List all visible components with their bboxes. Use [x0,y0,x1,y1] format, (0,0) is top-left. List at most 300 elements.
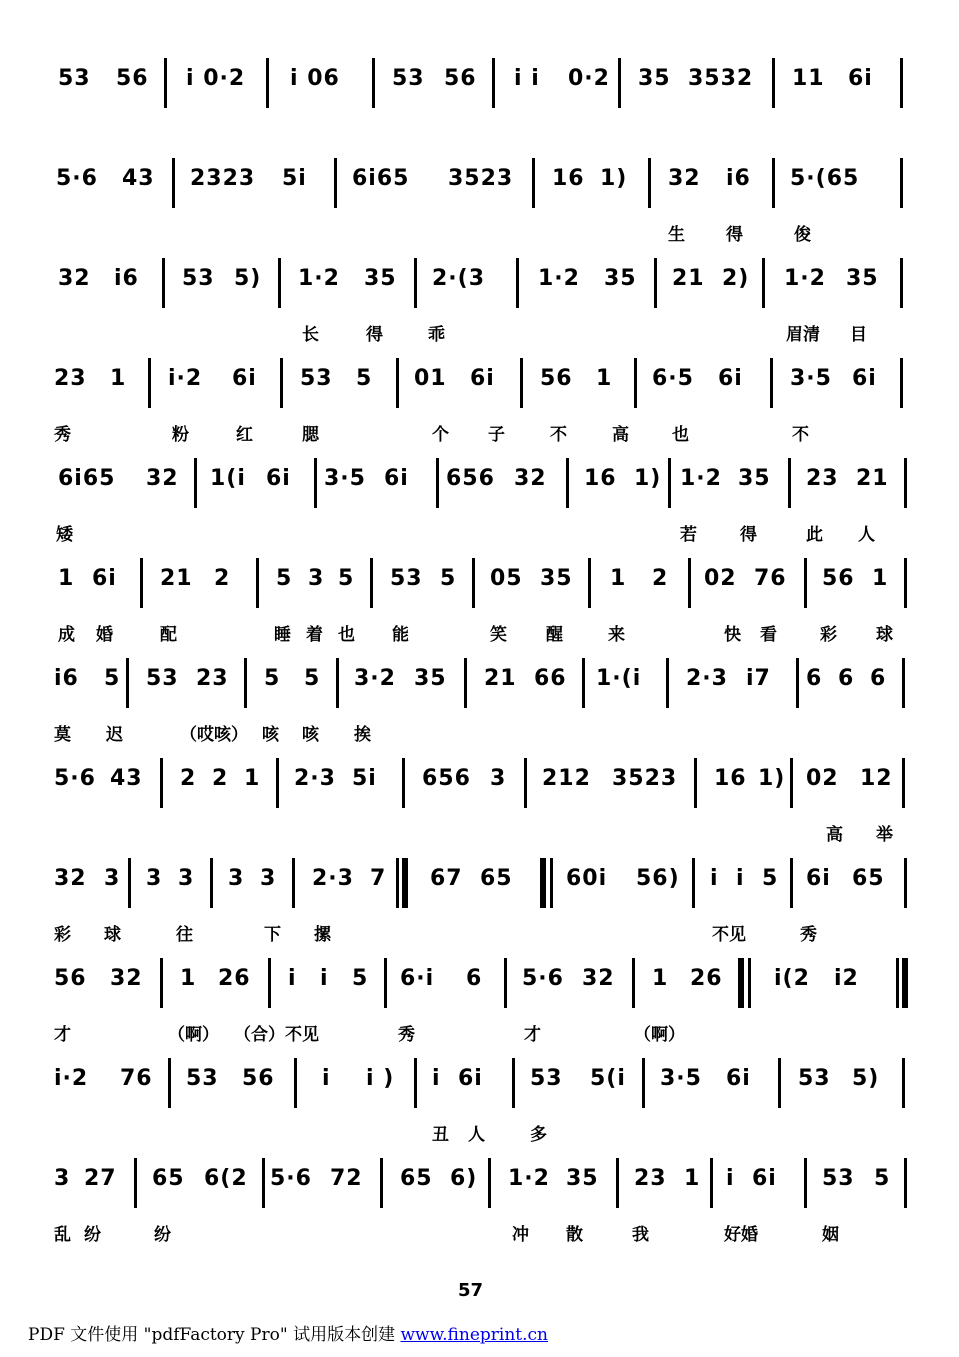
note-group: 5 [264,666,281,691]
note-group: 21 [672,266,705,291]
note-group: 43 [110,766,143,791]
note-group: i7 [746,666,771,691]
lyric: 彩 [54,925,71,945]
note-group: 6(2 [204,1166,248,1191]
lyric: 高 [612,425,629,445]
barline [464,658,467,708]
lyric: 也 [672,425,689,445]
note-group: 16 [584,466,617,491]
page-number: 57 [458,1280,484,1301]
note-group: 5i [282,166,307,191]
note-group: 2·3 [312,866,354,891]
barline [148,358,151,408]
note-group: 53 [798,1066,831,1091]
note-group: 1) [634,466,662,491]
barline [194,458,197,508]
lyric: 矮 [56,525,73,545]
note-group: i 06 [290,66,340,91]
note-group: i [710,866,719,891]
lyric: 秀 [800,925,817,945]
note-group: 66 [534,666,567,691]
footer-text: PDF 文件使用 "pdfFactory Pro" 试用版本创建 [28,1325,396,1345]
lyric: 粉 [172,425,189,445]
lyric: （啊） [634,1025,685,1045]
barline [896,958,899,1008]
lyric: （哎咳） [180,725,248,745]
note-group: 2·(3 [432,266,486,291]
note-group: 3523 [448,166,514,191]
note-group: 5·6 [270,1166,312,1191]
note-group: 35 [540,566,573,591]
note-group: 6i [752,1166,777,1191]
lyric: 人 [468,1125,485,1145]
lyric: 下 [264,925,281,945]
note-group: 26 [690,966,723,991]
lyric: 快 [724,625,741,645]
barline [472,558,475,608]
note-group: 02 [704,566,737,591]
barline [384,958,387,1008]
note-group: 1 [180,966,197,991]
barline [902,758,905,808]
note-group: 5) [852,1066,880,1091]
note-group: 2 [180,766,197,791]
note-group: 53 [182,266,215,291]
note-group: 5i [352,766,377,791]
barline [904,558,907,608]
note-group: 1 [684,1166,701,1191]
barline [550,858,553,908]
barline [904,458,907,508]
note-group: 656 [422,766,471,791]
barline [904,1158,907,1208]
barline [266,58,269,108]
barline [164,58,167,108]
barline [162,258,165,308]
barline [244,658,247,708]
lyric: 子 [488,425,505,445]
note-group: 5·6 [56,166,98,191]
note-group: 6i [470,366,495,391]
note-group: 35 [364,266,397,291]
note-group: 27 [84,1166,117,1191]
note-group: 35 [638,66,671,91]
lyric: 姻 [822,1225,839,1245]
pdf-footer [28,1320,548,1345]
note-group: 1 [596,366,613,391]
barline [748,958,751,1008]
note-group: 6 [838,666,855,691]
note-group: 53 [530,1066,563,1091]
note-group: 35 [604,266,637,291]
lyric: 迟 [106,725,123,745]
note-group: 56 [54,966,87,991]
note-group: 1) [758,766,786,791]
note-group: 1 [58,566,75,591]
note-group: 2) [722,266,750,291]
note-group: 65 [852,866,885,891]
note-group: 1·2 [784,266,826,291]
lyric: 往 [176,925,193,945]
barline [414,1058,417,1108]
note-group: 32 [514,466,547,491]
lyric: 婚 [96,625,113,645]
lyric: 摞 [314,925,331,945]
barline [134,1158,137,1208]
lyric: 着 [306,625,323,645]
barline [632,958,635,1008]
barline [666,658,669,708]
barline [642,1058,645,1108]
note-group: i·2 [54,1066,89,1091]
barline [414,258,417,308]
barline [396,858,399,908]
note-group: 656 [446,466,495,491]
note-group: 53 [186,1066,219,1091]
note-group: 3532 [688,66,754,91]
note-group: 1 [652,966,669,991]
note-group: i [726,1166,735,1191]
note-group: 6 [466,966,483,991]
note-group: 56 [116,66,149,91]
note-group: 53 [822,1166,855,1191]
barline [396,358,399,408]
lyric: 也 [338,625,355,645]
barline [648,158,651,208]
barline [126,658,129,708]
barline [314,458,317,508]
note-group: 43 [122,166,155,191]
note-group: i6 [726,166,751,191]
barline [582,658,585,708]
note-group: 53 [392,66,425,91]
lyric: 秀 [398,1025,415,1045]
note-group: 56 [822,566,855,591]
barline [710,1158,713,1208]
lyric: 眉清 [786,325,820,345]
note-group: 6 [806,666,823,691]
barline [256,558,259,608]
note-group: 32 [146,466,179,491]
note-group: 2 [652,566,669,591]
lyric: 举 [876,825,893,845]
note-group: 1) [600,166,628,191]
note-group: i [736,866,745,891]
lyric: 配 [160,625,177,645]
note-group: 212 [542,766,591,791]
lyric: 得 [726,225,743,245]
barline [804,1158,807,1208]
lyric: 生 [668,225,685,245]
barline [692,858,695,908]
note-group: 2 [212,766,229,791]
barline [160,958,163,1008]
barline [488,1158,491,1208]
lyric: 睡 [274,625,291,645]
note-group: 56 [444,66,477,91]
note-group: 65 [400,1166,433,1191]
barline [278,258,281,308]
barline [402,758,405,808]
note-group: 76 [754,566,787,591]
lyric: 才 [54,1025,71,1045]
note-group: 3·2 [354,666,396,691]
lyric: 挨 [354,725,371,745]
lyric: 笑 [490,625,507,645]
note-group: i i [514,66,540,91]
note-group: 6i [852,366,877,391]
barline [668,458,671,508]
lyric: 来 [608,625,625,645]
note-group: 3 [146,866,163,891]
lyric: 才 [524,1025,541,1045]
barline [634,358,637,408]
note-group: 3 [490,766,507,791]
note-group: 1 [610,566,627,591]
note-group: 3·5 [324,466,366,491]
barline [900,58,903,108]
barline [292,858,295,908]
note-group: 21 [484,666,517,691]
note-group: 60i [566,866,608,891]
note-group: 3 [178,866,195,891]
note-group: i [288,966,297,991]
note-group: 6i [806,866,831,891]
barline [512,1058,515,1108]
note-group: 11 [792,66,825,91]
lyric: 长 [302,325,319,345]
note-group: 32 [54,866,87,891]
note-group: 23 [196,666,229,691]
note-group: 12 [860,766,893,791]
note-group: 1·2 [298,266,340,291]
lyric: 成 [58,625,75,645]
note-group: i·2 [168,366,203,391]
barline [900,158,903,208]
note-group: 76 [120,1066,153,1091]
note-group: 5 [356,366,373,391]
repeat-start-barline [738,958,744,1008]
note-group: 72 [330,1166,363,1191]
note-group: 6i [232,366,257,391]
note-group: 2·3 [294,766,336,791]
barline [688,558,691,608]
lyric: 不 [792,425,809,445]
barline [796,658,799,708]
lyric: 腮 [302,425,319,445]
note-group: 65 [480,866,513,891]
lyric: 球 [104,925,121,945]
barline [566,458,569,508]
note-group: 2·3 [686,666,728,691]
lyric: 目 [850,325,867,345]
note-group: 3 [308,566,325,591]
note-group: 32 [110,966,143,991]
lyric: （合）不见 [234,1025,319,1045]
note-group: 53 [300,366,333,391]
note-group: 02 [806,766,839,791]
note-group: 1·2 [538,266,580,291]
barline [790,758,793,808]
note-group: 3 [228,866,245,891]
barline [210,858,213,908]
lyric: 俊 [794,225,811,245]
barline [770,358,773,408]
note-group: 6i [458,1066,483,1091]
barline [904,858,907,908]
lyric: 醒 [546,625,563,645]
lyric: 散 [566,1225,583,1245]
note-group: 1·2 [508,1166,550,1191]
barline [516,258,519,308]
barline [772,58,775,108]
note-group: 6i65 [58,466,116,491]
note-group: 2323 [190,166,256,191]
lyric: 个 [432,425,449,445]
note-group: 32 [58,266,91,291]
note-group: 6i [266,466,291,491]
lyric: 高 [826,825,843,845]
note-group: 2 [214,566,231,591]
barline [276,758,279,808]
note-group: 0·2 [568,66,610,91]
note-group: 32 [668,166,701,191]
note-group: 65 [152,1166,185,1191]
note-group: 6i [384,466,409,491]
note-group: 5·6 [522,966,564,991]
barline [492,58,495,108]
note-group: 23 [54,366,87,391]
lyric: 若 [680,525,697,545]
note-group: 56 [242,1066,275,1091]
note-group: i [320,966,329,991]
note-group: i2 [834,966,859,991]
barline [532,158,535,208]
barline [334,158,337,208]
note-group: 5 [104,666,121,691]
note-group: 3·5 [660,1066,702,1091]
note-group: 35 [414,666,447,691]
note-group: 21 [160,566,193,591]
lyric: 得 [740,525,757,545]
note-group: 53 [390,566,423,591]
lyric: 咳 [302,725,319,745]
note-group: 35 [566,1166,599,1191]
lyric: 红 [236,425,253,445]
note-group: 53 [58,66,91,91]
lyric: 看 [760,625,777,645]
barline [618,58,621,108]
note-group: 53 [146,666,179,691]
note-group: 1 [110,366,127,391]
note-group: 5 [276,566,293,591]
note-group: 3523 [612,766,678,791]
barline [616,1158,619,1208]
barline [778,1058,781,1108]
barline [772,158,775,208]
barline [380,1158,383,1208]
barline [504,958,507,1008]
barline [436,458,439,508]
note-group: 67 [430,866,463,891]
note-group: 56) [636,866,680,891]
barline [370,558,373,608]
note-group: 7 [370,866,387,891]
note-group: i [322,1066,331,1091]
note-group: 5 [874,1166,891,1191]
note-group: 3 [54,1166,71,1191]
barline [280,358,283,408]
barline [262,1158,265,1208]
lyric: 乖 [428,325,445,345]
note-group: 6) [450,1166,478,1191]
note-group: 6·i [400,966,435,991]
barline [804,558,807,608]
repeat-start-barline [402,858,408,908]
footer-link[interactable]: www.fineprint.cn [400,1325,548,1345]
barline [762,258,765,308]
note-group: 3 [104,866,121,891]
barline [372,58,375,108]
note-group: 01 [414,366,447,391]
barline [902,658,905,708]
repeat-end-barline [902,958,908,1008]
lyric: 彩 [820,625,837,645]
note-group: 23 [806,466,839,491]
note-group: 26 [218,966,251,991]
note-group: 21 [856,466,889,491]
note-group: 6i [92,566,117,591]
lyric: 纷 [154,1225,171,1245]
note-group: 5 [338,566,355,591]
note-group: 16 [714,766,747,791]
note-group: 6·5 [652,366,694,391]
note-group: 35 [738,466,771,491]
barline [160,758,163,808]
note-group: 5·(65 [790,166,860,191]
note-group: i 0·2 [186,66,246,91]
lyric: 多 [530,1125,547,1145]
barline [294,1058,297,1108]
note-group: 5) [234,266,262,291]
lyric: 能 [392,625,409,645]
barline [140,558,143,608]
note-group: i6 [54,666,79,691]
lyric: 我 [632,1225,649,1245]
note-group: 6i [726,1066,751,1091]
note-group: 6i65 [352,166,410,191]
lyric: 不见 [712,925,746,945]
lyric: 人 [858,525,875,545]
barline [694,758,697,808]
repeat-end-barline [540,858,546,908]
note-group: 5 [304,666,321,691]
barline [900,358,903,408]
note-group: i6 [114,266,139,291]
barline [524,758,527,808]
barline [168,1058,171,1108]
lyric: 丑 [432,1125,449,1145]
barline [520,358,523,408]
note-group: i ) [366,1066,395,1091]
note-group: 6i [848,66,873,91]
lyric: 此 [806,525,823,545]
barline [790,858,793,908]
lyric: 球 [876,625,893,645]
barline [588,558,591,608]
barline [902,1058,905,1108]
lyric: 咳 [262,725,279,745]
